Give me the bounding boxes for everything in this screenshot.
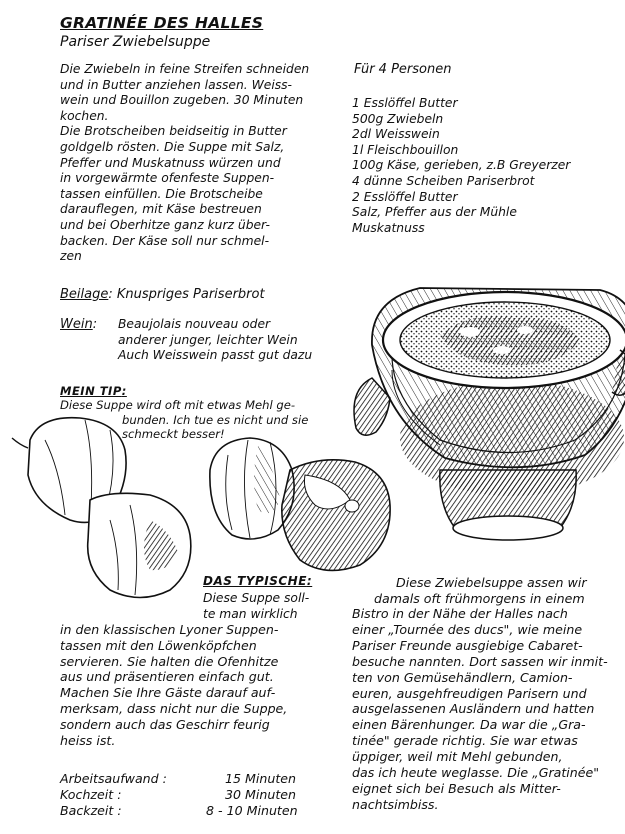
method-line: Pfeffer und Muskatnuss würzen und: [60, 155, 281, 170]
story-line: ausgelassenen Ausländern und hatten: [352, 701, 595, 717]
method-line: kochen.: [60, 108, 109, 123]
story-line: besuche nannten. Dort sassen wir inmit-: [352, 653, 608, 669]
method-line: Die Zwiebeln in feine Streifen schneiden: [60, 62, 310, 76]
side-dish-text: Knuspriges Pariserbrot: [116, 287, 265, 302]
method-line: zen: [60, 249, 82, 264]
time-value: 15 Minuten: [224, 771, 296, 786]
tip-line: bunden. Ich tue es nicht und sie: [122, 412, 309, 427]
typical-text: [60, 622, 287, 748]
soup-tureen-illustration: [354, 288, 625, 540]
onion-illustration: [12, 418, 390, 598]
story-text: [352, 606, 608, 813]
tip-text: [60, 398, 308, 442]
time-row: [60, 771, 296, 787]
tip-heading-wrap: MEIN TIP:: [60, 384, 127, 398]
story-line: das ich heute weglasse. Die „Gratinée": [352, 765, 600, 781]
method-line: und bei Oberhitze ganz kurz über-: [60, 217, 270, 232]
ingredients-list: [352, 96, 570, 236]
time-row: [60, 803, 296, 819]
tip-heading: MEIN TIP: [60, 384, 122, 398]
method-line: backen. Der Käse soll nur schmel-: [60, 233, 270, 248]
method-line: und in Butter anziehen lassen. Weiss-: [60, 77, 292, 92]
story-line: tinée" gerade richtig. Sie war etwas: [352, 733, 578, 749]
time-label: Arbeitsaufwand :: [60, 771, 167, 786]
time-label: Backzeit :: [60, 803, 122, 818]
method-line: in vorgewärmte ofenfeste Suppen-: [60, 171, 275, 186]
ingredient-item: 1l Fleischbouillon: [352, 142, 459, 157]
recipe-title: GRATINÉE DES HALLES: [60, 14, 264, 32]
story-line: einer „Tournée des ducs", wie meine: [352, 621, 583, 637]
typical-line: sondern auch das Geschirr feurig: [60, 716, 270, 732]
ingredient-item: 100g Käse, gerieben, z.B Greyerzer: [352, 158, 571, 173]
method-line: Die Brotscheiben beidseitig in Butter: [60, 124, 287, 139]
method-line: darauflegen, mit Käse bestreuen: [60, 202, 262, 217]
time-label: Kochzeit :: [60, 787, 122, 802]
ingredient-item: Muskatnuss: [352, 220, 425, 235]
story-line: Diese Zwiebelsuppe assen wir: [396, 575, 587, 590]
typical-heading: DAS TYPISCHE: [203, 574, 307, 588]
tip-line: Diese Suppe wird oft mit etwas Mehl ge-: [60, 398, 296, 412]
typical-line: merksam, dass nicht nur die Suppe,: [60, 700, 288, 716]
time-row: [60, 787, 296, 803]
label-colon: :: [92, 317, 98, 332]
wine-text: [118, 317, 312, 364]
story-line: Pariser Freunde ausgiebige Cabaret-: [352, 637, 583, 653]
recipe-subtitle: Pariser Zwiebelsuppe: [60, 34, 211, 50]
story-line: ten von Gemüsehändlern, Camion-: [352, 669, 573, 685]
side-dish-label: Beilage: [60, 287, 109, 302]
story-line: üppiger, weil mit Mehl gebunden,: [352, 749, 563, 765]
time-table: [60, 771, 296, 819]
typical-heading-wrap: DAS TYPISCHE:: [203, 574, 313, 588]
ingredient-item: 1 Esslöffel Butter: [352, 96, 458, 110]
method-line: goldgelb rösten. Die Suppe mit Salz,: [60, 139, 285, 154]
ingredient-item: 2dl Weisswein: [352, 127, 440, 142]
typical-line: servieren. Sie halten die Ofenhitze: [60, 653, 279, 669]
method-text: [60, 62, 338, 265]
story-text-top: [374, 575, 587, 607]
typical-line: Diese Suppe soll-: [203, 591, 310, 605]
servings-label: Für 4 Personen: [354, 62, 452, 77]
typical-text-top: [203, 591, 309, 622]
method-line: wein und Bouillon zugeben. 30 Minuten: [60, 93, 304, 108]
story-line: eignet sich bei Besuch als Mitter-: [352, 780, 561, 796]
wine-label: Wein: [60, 317, 93, 332]
typical-line: te man wirklich: [203, 606, 298, 621]
typical-line: tassen mit den Löwenköpfchen: [60, 637, 257, 653]
typical-line: in den klassischen Lyoner Suppen-: [60, 622, 279, 637]
typical-line: aus und präsentieren einfach gut.: [60, 669, 274, 685]
story-line: damals oft frühmorgens in einem: [374, 591, 585, 606]
story-line: nachtsimbiss.: [352, 796, 439, 812]
story-line: einen Bärenhunger. Da war die „Gra-: [352, 717, 586, 733]
ingredient-item: Salz, Pfeffer aus der Mühle: [352, 205, 517, 220]
wine-line: anderer junger, leichter Wein: [118, 332, 298, 347]
label-colon: :: [108, 287, 113, 302]
ingredient-item: 500g Zwiebeln: [352, 111, 444, 126]
time-value: 30 Minuten: [224, 787, 296, 802]
story-line: euren, ausgehfreudigen Parisern und: [352, 685, 587, 701]
typical-line: Machen Sie Ihre Gäste darauf auf-: [60, 685, 276, 701]
typical-line: heiss ist.: [60, 732, 116, 748]
tip-line: schmeckt besser!: [122, 427, 225, 441]
wine-line: Beaujolais nouveau oder: [118, 317, 271, 331]
wine-label-wrap: [60, 317, 97, 333]
story-line: Bistro in der Nähe der Halles nach: [352, 606, 568, 621]
ingredient-item: 4 dünne Scheiben Pariserbrot: [352, 173, 535, 188]
time-value: 8 - 10 Minuten: [206, 803, 298, 818]
wine-line: Auch Weisswein passt gut dazu: [118, 348, 313, 363]
method-line: tassen einfüllen. Die Brotscheibe: [60, 186, 263, 201]
side-dish: [60, 287, 265, 303]
ingredient-item: 2 Esslöffel Butter: [352, 189, 458, 204]
